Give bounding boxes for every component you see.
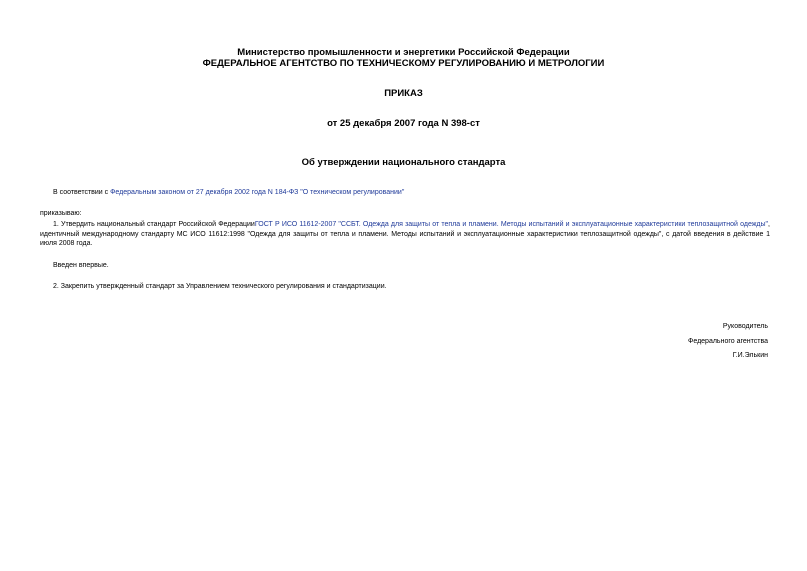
gost-link[interactable]: ГОСТ Р ИСО 11612-2007 "ССБТ. Одежда для защиты от тепла и пламени. Методы испытаний и эксплуатационные характеристики теплозащитной одежды" <box>254 221 769 228</box>
introduced-note: Введен впервые. <box>53 262 109 269</box>
item1-prefix: 1. Утвердить национальный стандарт Российской Федерации <box>53 221 255 228</box>
ministry-name: Министерство промышленности и энергетики Российской Федерации <box>237 47 570 58</box>
federal-law-link[interactable]: Федеральным законом от 27 декабря 2002 года N 184-ФЗ "О техническом регулировании" <box>110 189 405 196</box>
item1-suffix: , идентичный международному стандарту МС ИСО 11612:1998 "Одежда для защиты от тепла и пламени. Методы испытаний и эксплуатационные характеристики теплозащитной одежды", с датой введения в действие 1 июля 2008 года. <box>40 221 770 247</box>
basis-prefix: В соответствии с <box>53 189 111 196</box>
order-subject: Об утверждении национального стандарта <box>301 157 506 168</box>
signature-block <box>688 320 768 364</box>
item1-paragraph <box>40 220 770 249</box>
signer-name: Г.И.Элькин <box>732 352 768 359</box>
order-title: ПРИКАЗ <box>384 88 423 99</box>
agency-name: ФЕДЕРАЛЬНОЕ АГЕНТСТВО ПО ТЕХНИЧЕСКОМУ РЕГУЛИРОВАНИЮ И МЕТРОЛОГИИ <box>202 58 605 69</box>
signer-position-line2: Федерального агентства <box>688 337 768 345</box>
orders-word: приказываю: <box>40 210 82 217</box>
order-date: от 25 декабря 2007 года N 398-ст <box>327 118 480 129</box>
signer-position-line1: Руководитель <box>722 323 768 330</box>
basis-paragraph <box>53 188 404 197</box>
item2-paragraph: 2. Закрепить утвержденный стандарт за Управлением технического регулирования и стандартизации. <box>53 283 387 290</box>
document-header <box>0 47 807 69</box>
